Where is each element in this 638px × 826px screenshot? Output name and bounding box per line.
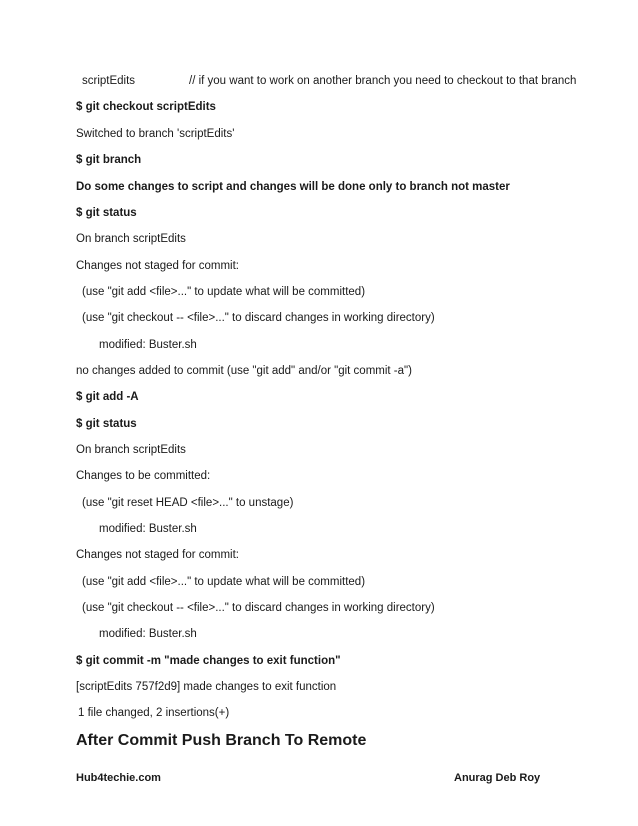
output-line: modified: Buster.sh: [99, 523, 197, 535]
command-line: $ git status: [76, 418, 137, 430]
output-line: On branch scriptEdits: [76, 233, 186, 245]
command-line: $ git status: [76, 207, 137, 219]
output-line: (use "git reset HEAD <file>..." to unstage): [82, 497, 294, 509]
output-line: Changes to be committed:: [76, 470, 211, 482]
output-line: (use "git checkout -- <file>..." to discard changes in working directory): [82, 312, 435, 324]
text-line: scriptEdits // if you want to work on another branch you need to checkout to that branch: [82, 75, 577, 87]
output-line: no changes added to commit (use "git add" and/or "git commit -a"): [76, 365, 412, 377]
section-heading: After Commit Push Branch To Remote: [76, 732, 367, 749]
command-line: $ git commit -m "made changes to exit function": [76, 655, 341, 667]
command-line: $ git checkout scriptEdits: [76, 101, 216, 113]
output-line: (use "git add <file>..." to update what will be committed): [82, 286, 366, 298]
note-line: Do some changes to script and changes will be done only to branch not master: [76, 181, 510, 193]
output-line: Changes not staged for commit:: [76, 260, 239, 272]
output-line: (use "git add <file>..." to update what will be committed): [82, 576, 366, 588]
comment-text: // if you want to work on another branch you need to checkout to that branch: [189, 75, 577, 87]
command-line: $ git branch: [76, 154, 142, 166]
output-line: Changes not staged for commit:: [76, 549, 239, 561]
footer-left: Hub4techie.com: [76, 772, 161, 784]
output-line: Switched to branch 'scriptEdits': [76, 128, 235, 140]
output-line: (use "git checkout -- <file>..." to discard changes in working directory): [82, 602, 435, 614]
output-line: modified: Buster.sh: [99, 628, 197, 640]
output-line: On branch scriptEdits: [76, 444, 186, 456]
footer-right: Anurag Deb Roy: [454, 772, 541, 784]
output-line: modified: Buster.sh: [99, 339, 197, 351]
command-line: $ git add -A: [76, 391, 139, 403]
output-line: [scriptEdits 757f2d9] made changes to exit function: [76, 681, 337, 693]
output-line: 1 file changed, 2 insertions(+): [78, 707, 230, 719]
